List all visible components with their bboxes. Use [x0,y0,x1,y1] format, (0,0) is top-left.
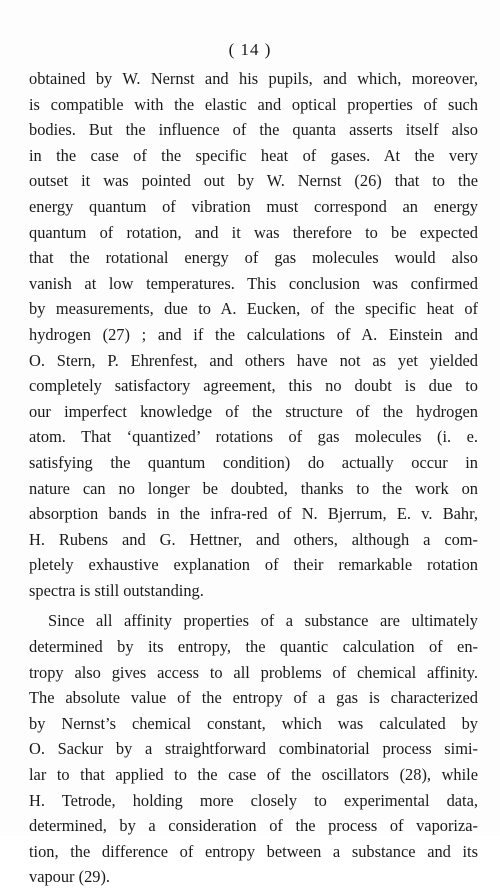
text-line: The absolute value of the entropy of a gas is characterized [29,688,478,708]
paragraph-2 [29,608,478,890]
text-line: tropy also gives access to all problems of chemical affinity. [29,662,478,682]
text-line: lar to that applied to the case of the oscillators (28), while [29,765,478,785]
text-line: completely satisfactory agreement, this no doubt is due to [29,376,478,396]
text-line: vapour (29). [29,867,111,887]
text-line: bodies. But the influence of the quanta asserts itself also [29,120,478,140]
text-line: vanish at low temperatures. This conclusion was confirmed [29,273,478,293]
text-line: outset it was pointed out by W. Nernst (26) that to the [29,171,478,191]
text-line: obtained by W. Nernst and his pupils, and which, moreover, [29,69,478,88]
text-line: hydrogen (27) ; and if the calculations of A. Einstein and [29,324,478,344]
paragraph-1 [29,66,478,603]
text-line: H. Tetrode, holding more closely to experimental data, [29,790,478,810]
text-line: our imperfect knowledge of the structure of the hydrogen [29,401,478,421]
text-line: by Nernst’s chemical constant, which was calculated by [29,713,478,733]
text-line: O. Stern, P. Ehrenfest, and others have not as yet yielded [29,350,478,370]
page-number: ( 14 ) [228,40,272,59]
text-line: energy quantum of vibration must correspond an energy [29,196,478,216]
text-line: pletely exhaustive explanation of their remarkable rotation [29,555,478,575]
text-line: H. Rubens and G. Hettner, and others, although a com- [29,529,478,549]
text-line: is compatible with the elastic and optical properties of such [29,94,478,114]
text-line: determined by its entropy, the quantic calculation of en- [29,637,478,657]
text-line: satisfying the quantum condition) do actually occur in [29,452,478,472]
text-line: spectra is still outstanding. [29,580,204,600]
text-line: nature can no longer be doubted, thanks to the work on [29,478,478,498]
text-line: absorption bands in the infra-red of N. Bjerrum, E. v. Bahr, [29,504,478,524]
text-line: by measurements, due to A. Eucken, of the specific heat of [29,299,478,319]
text-line: Since all affinity properties of a substance are ultimately [48,611,478,631]
body-text [29,66,478,890]
text-line: O. Sackur by a straightforward combinatorial process simi- [29,739,478,759]
text-line: tion, the difference of entropy between a substance and its [29,841,478,861]
text-line: in the case of the specific heat of gases. At the very [29,145,478,165]
text-line: quantum of rotation, and it was therefore to be expected [29,222,478,242]
text-line: atom. That ‘quantized’ rotations of gas molecules (i. e. [29,427,478,447]
text-line: determined, by a consideration of the process of vaporiza- [29,816,478,836]
text-line: that the rotational energy of gas molecules would also [29,248,478,268]
